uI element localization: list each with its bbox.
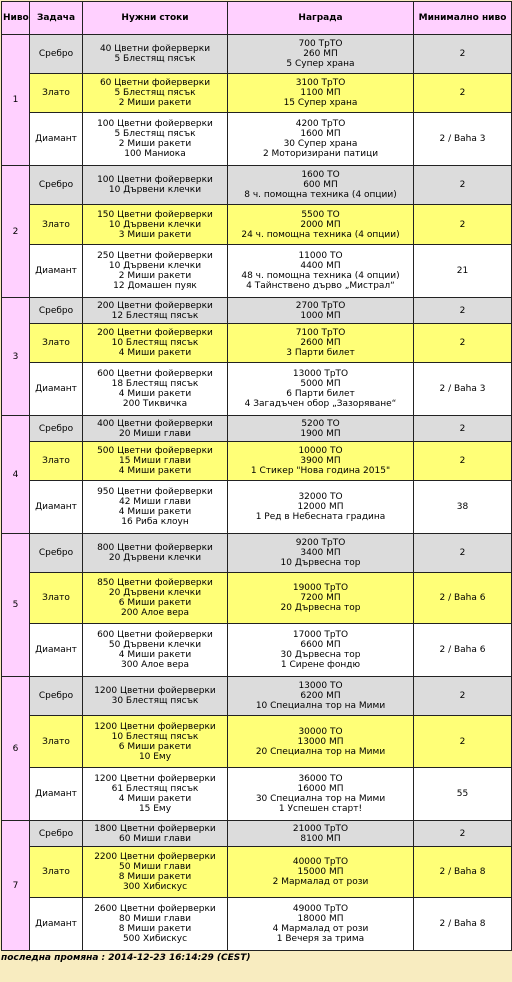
goods-line: 4 Миши ракети <box>118 794 192 804</box>
reward-cell <box>228 416 414 442</box>
reward-line: 2600 МП <box>300 338 341 348</box>
goods-line: 2200 Цветни фойерверки <box>94 852 216 862</box>
goods-line: 50 Миши глави <box>118 862 192 872</box>
reward-line: 2 Мармалад от рози <box>272 877 369 887</box>
reward-line: 6600 МП <box>300 640 341 650</box>
reward-line: 11000 ТО <box>298 251 343 261</box>
task-cell: Злато <box>30 324 83 363</box>
reward-line: 1 Сирене фондю <box>280 660 361 670</box>
goods-line: 500 Цветни фойерверки <box>97 446 213 456</box>
reward-line: 4400 МП <box>300 261 341 271</box>
reward-cell <box>228 324 414 363</box>
table-row <box>2 324 512 363</box>
reward-line: 2000 МП <box>300 219 341 230</box>
reward-line: 600 МП <box>303 180 338 190</box>
reward-line: 4 Тайнствено дърво „Мистрал“ <box>246 281 395 291</box>
min-level-cell: 2 / Baha 6 <box>414 573 512 624</box>
goods-cell <box>83 534 228 573</box>
goods-line: 15 Миши глави <box>118 456 192 466</box>
reward-cell <box>228 298 414 324</box>
goods-line: 8 Миши ракети <box>118 872 192 882</box>
reward-line: 13000 ТО <box>298 681 343 691</box>
goods-line: 30 Блестящ пясък <box>111 696 199 706</box>
reward-line: 3400 МП <box>300 548 341 558</box>
table-row <box>2 534 512 573</box>
goods-line: 850 Цветни фойерверки <box>97 578 213 588</box>
task-cell: Сребро <box>30 677 83 716</box>
task-cell: Диамант <box>30 768 83 821</box>
task-cell: Диамант <box>30 481 83 534</box>
min-level-cell: 2 <box>414 166 512 205</box>
goods-line: 50 Дървени клечки <box>108 640 202 650</box>
goods-line: 10 Дървени клечки <box>108 219 202 230</box>
goods-line: 15 Ему <box>138 804 172 814</box>
goods-line: 300 Алое вера <box>121 660 189 670</box>
reward-line: 30 Специална тор на Мими <box>255 794 386 804</box>
task-cell: Сребро <box>30 298 83 324</box>
goods-line: 150 Цветни фойерверки <box>97 209 213 220</box>
goods-line: 20 Дървени клечки <box>108 588 202 598</box>
goods-line: 2 Миши ракети <box>118 271 192 281</box>
reward-line: 7200 МП <box>300 593 341 603</box>
goods-cell <box>83 573 228 624</box>
table-row <box>2 166 512 205</box>
table-row <box>2 442 512 481</box>
table-row <box>2 677 512 716</box>
reward-line: 1000 МП <box>300 310 341 321</box>
reward-line: 13000 МП <box>297 736 344 747</box>
goods-line: 10 Блестящ пясък <box>111 338 199 348</box>
task-cell: Злато <box>30 74 83 113</box>
goods-line: 61 Блестящ пясък <box>111 784 199 794</box>
goods-line: 100 Маниока <box>124 149 186 159</box>
task-cell: Сребро <box>30 534 83 573</box>
table-row <box>2 245 512 298</box>
goods-cell <box>83 166 228 205</box>
goods-line: 40 Цветни фойерверки <box>99 44 211 54</box>
goods-cell <box>83 205 228 245</box>
reward-line: 40000 ТрТО <box>292 857 349 867</box>
goods-line: 60 Цветни фойерверки <box>99 78 211 88</box>
goods-line: 1800 Цветни фойерверки <box>94 823 216 834</box>
goods-line: 42 Миши глави <box>118 497 192 507</box>
reward-cell <box>228 74 414 113</box>
table-row <box>2 363 512 416</box>
reward-cell <box>228 573 414 624</box>
reward-line: 49000 ТрТО <box>292 904 349 914</box>
reward-line: 2700 ТрТО <box>295 300 346 311</box>
goods-cell <box>83 768 228 821</box>
reward-line: 30000 ТО <box>298 726 343 737</box>
table-row <box>2 821 512 847</box>
reward-line: 4 Загадъчен обор „Зазоряване“ <box>244 399 397 409</box>
reward-cell <box>228 624 414 677</box>
reward-cell <box>228 716 414 768</box>
reward-line: 32000 ТО <box>298 492 343 502</box>
reward-line: 18000 МП <box>297 914 344 924</box>
reward-line: 9200 ТрТО <box>295 538 346 548</box>
reward-line: 4 Мармалад от рози <box>272 924 369 934</box>
reward-line: 15 Супер храна <box>283 98 358 108</box>
goods-line: 200 Алое вера <box>121 608 189 618</box>
reward-line: 20 Специална тор на Мими <box>255 746 386 757</box>
reward-line: 6200 МП <box>300 691 341 701</box>
level-cell: 7 <box>2 821 30 951</box>
reward-line: 6 Парти билет <box>286 389 355 399</box>
reward-line: 5200 ТО <box>301 418 340 429</box>
goods-line: 250 Цветни фойерверки <box>97 251 213 261</box>
goods-line: 12 Домашен пуяк <box>113 281 197 291</box>
goods-cell <box>83 298 228 324</box>
reward-cell <box>228 481 414 534</box>
reward-cell <box>228 166 414 205</box>
reward-cell <box>228 205 414 245</box>
table-row <box>2 113 512 166</box>
goods-line: 60 Миши глави <box>118 833 192 844</box>
table-row <box>2 298 512 324</box>
reward-line: 13000 ТрТО <box>292 369 349 379</box>
min-level-cell: 2 <box>414 821 512 847</box>
goods-line: 6 Миши ракети <box>118 741 192 752</box>
goods-cell <box>83 821 228 847</box>
reward-line: 30 Супер храна <box>283 139 358 149</box>
goods-line: 200 Цветни фойерверки <box>97 328 213 338</box>
reward-line: 10 Дървесна тор <box>280 558 361 568</box>
reward-line: 3100 ТрТО <box>295 78 346 88</box>
min-level-cell: 2 <box>414 298 512 324</box>
last-modified-footer: последна промяна : 2014-12-23 16:14:29 (CEST) <box>1 953 251 963</box>
goods-line: 4 Миши ракети <box>118 389 192 399</box>
min-level-cell: 2 <box>414 416 512 442</box>
min-level-cell: 2 / Baha 8 <box>414 898 512 951</box>
reward-line: 3900 МП <box>300 456 341 466</box>
goods-cell <box>83 245 228 298</box>
table-row <box>2 205 512 245</box>
goods-line: 6 Миши ракети <box>118 598 192 608</box>
reward-line: 1 Ред в Небесната градина <box>255 512 386 522</box>
reward-line: 1600 ТО <box>301 170 340 180</box>
level-cell: 1 <box>2 35 30 166</box>
goods-cell <box>83 677 228 716</box>
reward-line: 1 Успешен старт! <box>278 804 363 814</box>
reward-line: 2 Моторизирани патици <box>262 149 379 159</box>
table-row <box>2 35 512 74</box>
reward-line: 4200 ТрТО <box>295 119 346 129</box>
goods-cell <box>83 716 228 768</box>
goods-cell <box>83 416 228 442</box>
min-level-cell: 2 <box>414 205 512 245</box>
goods-cell <box>83 363 228 416</box>
goods-line: 18 Блестящ пясък <box>111 379 199 389</box>
reward-line: 20 Дървесна тор <box>280 603 361 613</box>
reward-cell <box>228 245 414 298</box>
min-level-cell: 2 / Baha 6 <box>414 624 512 677</box>
goods-line: 4 Миши ракети <box>118 650 192 660</box>
min-level-cell: 2 <box>414 35 512 74</box>
task-cell: Злато <box>30 573 83 624</box>
goods-line: 200 Цветни фойерверки <box>97 300 213 311</box>
goods-line: 16 Риба клоун <box>121 517 189 527</box>
min-level-cell: 2 <box>414 534 512 573</box>
header-row <box>2 2 512 35</box>
reward-cell <box>228 35 414 74</box>
task-cell: Злато <box>30 847 83 898</box>
goods-line: 80 Миши глави <box>118 914 192 924</box>
min-level-cell: 2 <box>414 442 512 481</box>
min-level-cell: 2 <box>414 677 512 716</box>
task-cell: Диамант <box>30 245 83 298</box>
reward-cell <box>228 113 414 166</box>
level-cell: 5 <box>2 534 30 677</box>
goods-line: 300 Хибискус <box>122 882 188 892</box>
min-level-cell: 2 / Baha 3 <box>414 363 512 416</box>
reward-line: 12000 МП <box>297 502 344 512</box>
quest-table <box>1 1 512 951</box>
goods-cell <box>83 481 228 534</box>
goods-line: 400 Цветни фойерверки <box>97 418 213 429</box>
reward-cell <box>228 847 414 898</box>
min-level-cell: 2 <box>414 716 512 768</box>
goods-line: 20 Дървени клечки <box>108 553 202 563</box>
quest-table-body <box>2 35 512 951</box>
goods-line: 1200 Цветни фойерверки <box>94 686 216 696</box>
reward-line: 1 Стикер "Нова година 2015" <box>250 466 391 476</box>
header-goods: Нужни стоки <box>83 2 228 35</box>
reward-cell <box>228 363 414 416</box>
min-level-cell: 2 / Baha 3 <box>414 113 512 166</box>
goods-line: 2 Миши ракети <box>118 98 192 108</box>
goods-line: 500 Хибискус <box>122 934 188 944</box>
goods-cell <box>83 442 228 481</box>
goods-line: 10 Блестящ пясък <box>111 731 199 742</box>
goods-cell <box>83 324 228 363</box>
reward-cell <box>228 534 414 573</box>
header-level: Ниво <box>2 2 30 35</box>
goods-line: 10 Ему <box>138 751 172 762</box>
reward-line: 8 ч. помощна техника (4 опции) <box>244 190 397 200</box>
table-row <box>2 898 512 951</box>
min-level-cell: 2 <box>414 324 512 363</box>
goods-line: 5 Блестящ пясък <box>114 129 196 139</box>
level-cell: 2 <box>2 166 30 298</box>
goods-line: 10 Дървени клечки <box>108 261 202 271</box>
table-row <box>2 847 512 898</box>
task-cell: Диамант <box>30 898 83 951</box>
task-cell: Злато <box>30 205 83 245</box>
reward-line: 10000 ТО <box>298 446 343 456</box>
goods-line: 2 Миши ракети <box>118 139 192 149</box>
header-task: Задача <box>30 2 83 35</box>
header-reward: Награда <box>228 2 414 35</box>
task-cell: Диамант <box>30 363 83 416</box>
reward-line: 36000 ТО <box>298 774 343 784</box>
reward-line: 1900 МП <box>300 428 341 439</box>
goods-line: 600 Цветни фойерверки <box>97 630 213 640</box>
table-row <box>2 573 512 624</box>
reward-cell <box>228 821 414 847</box>
goods-line: 12 Блестящ пясък <box>111 310 199 321</box>
reward-line: 7100 ТрТО <box>295 328 346 338</box>
goods-line: 200 Тиквичка <box>122 399 188 409</box>
reward-line: 5000 МП <box>300 379 341 389</box>
min-level-cell: 21 <box>414 245 512 298</box>
min-level-cell: 55 <box>414 768 512 821</box>
reward-line: 1600 МП <box>300 129 341 139</box>
task-cell: Диамант <box>30 113 83 166</box>
table-row <box>2 74 512 113</box>
reward-line: 3 Парти билет <box>286 348 355 358</box>
goods-line: 4 Миши ракети <box>118 507 192 517</box>
goods-line: 20 Миши глави <box>118 428 192 439</box>
reward-line: 17000 ТрТО <box>292 630 349 640</box>
reward-line: 15000 МП <box>297 867 344 877</box>
goods-line: 8 Миши ракети <box>118 924 192 934</box>
goods-line: 5 Блестящ пясък <box>114 88 196 98</box>
reward-line: 21000 ТрТО <box>292 823 349 834</box>
table-row <box>2 716 512 768</box>
task-cell: Злато <box>30 442 83 481</box>
table-row <box>2 481 512 534</box>
goods-line: 800 Цветни фойерверки <box>97 543 213 553</box>
goods-line: 1200 Цветни фойерверки <box>94 774 216 784</box>
goods-cell <box>83 35 228 74</box>
task-cell: Сребро <box>30 35 83 74</box>
goods-line: 4 Миши ракети <box>118 466 192 476</box>
reward-cell <box>228 898 414 951</box>
goods-line: 2600 Цветни фойерверки <box>94 904 216 914</box>
reward-line: 30 Дървесна тор <box>280 650 361 660</box>
table-row <box>2 416 512 442</box>
table-row <box>2 624 512 677</box>
reward-cell <box>228 768 414 821</box>
level-cell: 4 <box>2 416 30 534</box>
reward-line: 24 ч. помощна техника (4 опции) <box>241 229 400 240</box>
goods-line: 1200 Цветни фойерверки <box>94 721 216 732</box>
reward-line: 5 Супер храна <box>286 59 355 69</box>
reward-line: 8100 МП <box>300 833 341 844</box>
reward-line: 1100 МП <box>300 88 341 98</box>
goods-line: 100 Цветни фойерверки <box>97 119 213 129</box>
task-cell: Сребро <box>30 166 83 205</box>
goods-cell <box>83 113 228 166</box>
reward-line: 48 ч. помощна техника (4 опции) <box>241 271 400 281</box>
reward-line: 16000 МП <box>297 784 344 794</box>
table-row <box>2 768 512 821</box>
goods-line: 4 Миши ракети <box>118 348 192 358</box>
goods-line: 950 Цветни фойерверки <box>97 487 213 497</box>
task-cell: Сребро <box>30 821 83 847</box>
reward-cell <box>228 442 414 481</box>
goods-line: 600 Цветни фойерверки <box>97 369 213 379</box>
min-level-cell: 2 <box>414 74 512 113</box>
reward-line: 19000 ТрТО <box>292 583 349 593</box>
goods-cell <box>83 624 228 677</box>
goods-cell <box>83 74 228 113</box>
reward-line: 700 ТрТО <box>298 39 343 49</box>
goods-line: 3 Миши ракети <box>118 229 192 240</box>
level-cell: 3 <box>2 298 30 416</box>
goods-line: 5 Блестящ пясък <box>114 54 196 64</box>
reward-line: 5500 ТО <box>301 209 340 220</box>
goods-cell <box>83 898 228 951</box>
reward-line: 260 МП <box>303 49 338 59</box>
goods-line: 100 Цветни фойерверки <box>97 175 213 185</box>
reward-line: 1 Вечеря за трима <box>276 934 365 944</box>
task-cell: Сребро <box>30 416 83 442</box>
goods-line: 10 Дървени клечки <box>108 185 202 195</box>
reward-line: 10 Специална тор на Мими <box>255 701 386 711</box>
task-cell: Злато <box>30 716 83 768</box>
min-level-cell: 38 <box>414 481 512 534</box>
reward-cell <box>228 677 414 716</box>
goods-cell <box>83 847 228 898</box>
level-cell: 6 <box>2 677 30 821</box>
min-level-cell: 2 / Baha 8 <box>414 847 512 898</box>
header-min-level: Минимално ниво <box>414 2 512 35</box>
task-cell: Диамант <box>30 624 83 677</box>
